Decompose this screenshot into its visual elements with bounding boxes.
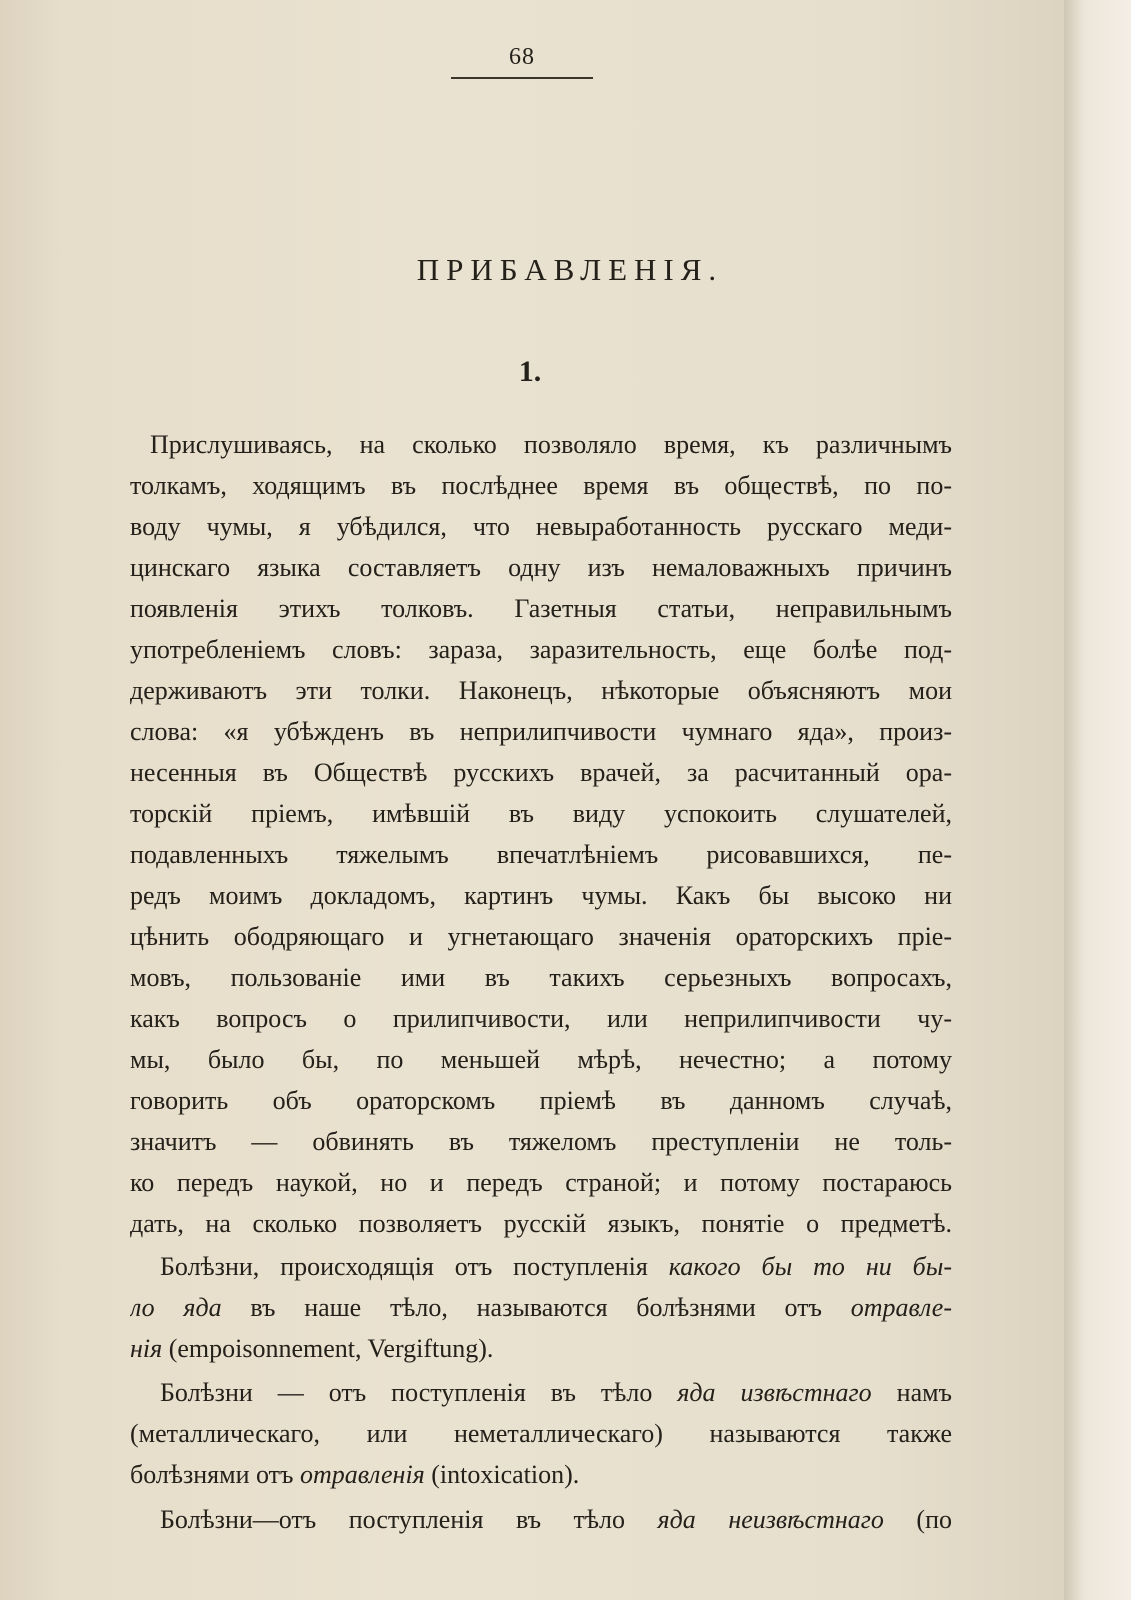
text-run: Болѣзни—отъ поступленія въ тѣло <box>160 1505 658 1534</box>
page-edge <box>1064 0 1131 1600</box>
text-run: въ наше тѣло, называются болѣзнями отъ <box>221 1293 851 1322</box>
text-line: ко передъ наукой, но и передъ страной; и потому постараюсь <box>130 1168 952 1197</box>
page-number-rule <box>451 77 593 79</box>
text-line <box>130 1288 952 1328</box>
text-line: несенныя въ Обществѣ русскихъ врачей, за расчитанный ора- <box>130 758 952 787</box>
text-line: воду чумы, я убѣдился, что невыработанность русскаго меди- <box>130 512 952 541</box>
text-run: (intoxication). <box>424 1460 580 1489</box>
text-line: слова: «я убѣжденъ въ неприлипчивости чумнаго яда», произ- <box>130 717 952 746</box>
italic-text-run: отравле- <box>850 1293 952 1322</box>
text-line: подавленныхъ тяжелымъ впечатлѣніемъ рисовавшихся, пе- <box>130 840 952 869</box>
text-line <box>130 1329 952 1369</box>
text-run: Болѣзни — отъ поступленія въ тѣло <box>160 1378 678 1407</box>
italic-text-run: отравленія <box>299 1460 425 1489</box>
text-line <box>160 1247 952 1287</box>
text-line: говорить объ ораторскомъ пріемѣ въ данномъ случаѣ, <box>130 1086 952 1115</box>
italic-text-run: ло яда <box>130 1293 222 1322</box>
text-line <box>160 1500 952 1540</box>
text-line: появленія этихъ толковъ. Газетныя статьи, неправильнымъ <box>130 594 952 623</box>
text-line: какъ вопросъ о прилипчивости, или неприлипчивости чу- <box>130 1004 952 1033</box>
text-line: значитъ — обвинять въ тяжеломъ преступленіи не толь- <box>130 1127 952 1156</box>
text-line: мовъ, пользованіе ими въ такихъ серьезныхъ вопросахъ, <box>130 963 952 992</box>
text-run: (по <box>883 1505 952 1534</box>
italic-text-run: нія <box>130 1334 163 1363</box>
section-number: 1. <box>518 355 542 388</box>
text-run: болѣзнями отъ <box>130 1460 300 1489</box>
text-line: (металлическаго, или неметаллическаго) называются также <box>130 1419 952 1448</box>
text-run: намъ <box>871 1378 952 1407</box>
text-line: держиваютъ эти толки. Наконецъ, нѣкоторые объясняютъ мои <box>130 676 952 705</box>
text-line: цѣнить ободряющаго и угнетающаго значенія ораторскихъ пріе- <box>130 922 952 951</box>
text-line: торскій пріемъ, имѣвшій въ виду успокоить слушателей, <box>130 799 952 828</box>
page-number: 68 <box>509 44 535 70</box>
italic-text-run: какого бы то ни бы- <box>668 1252 952 1281</box>
text-line: редъ моимъ докладомъ, картинъ чумы. Какъ бы высоко ни <box>130 881 952 910</box>
text-line <box>130 1455 952 1495</box>
text-line: толкамъ, ходящимъ въ послѣднее время въ обществѣ, по по- <box>130 471 952 500</box>
text-line: дать, на сколько позволяетъ русскій языкъ, понятіе о предметѣ. <box>130 1209 952 1238</box>
text-line: употребленіемъ словъ: зараза, заразительность, еще болѣе под- <box>130 635 952 664</box>
text-line: мы, было бы, по меньшей мѣрѣ, нечестно; а потому <box>130 1045 952 1074</box>
italic-text-run: яда неизвѣстнаго <box>657 1505 884 1534</box>
text-run: (empoisonnement, Vergiftung). <box>162 1334 494 1363</box>
italic-text-run: яда извѣстнаго <box>677 1378 872 1407</box>
text-line <box>160 1373 952 1413</box>
text-line: Прислушиваясь, на сколько позволяло время, къ различнымъ <box>150 430 952 459</box>
text-run: Болѣзни, происходящія отъ поступленія <box>160 1252 669 1281</box>
text-line: цинскаго языка составляетъ одну изъ немаловажныхъ причинъ <box>130 553 952 582</box>
section-title: ПРИБАВЛЕНІЯ. <box>416 252 724 287</box>
